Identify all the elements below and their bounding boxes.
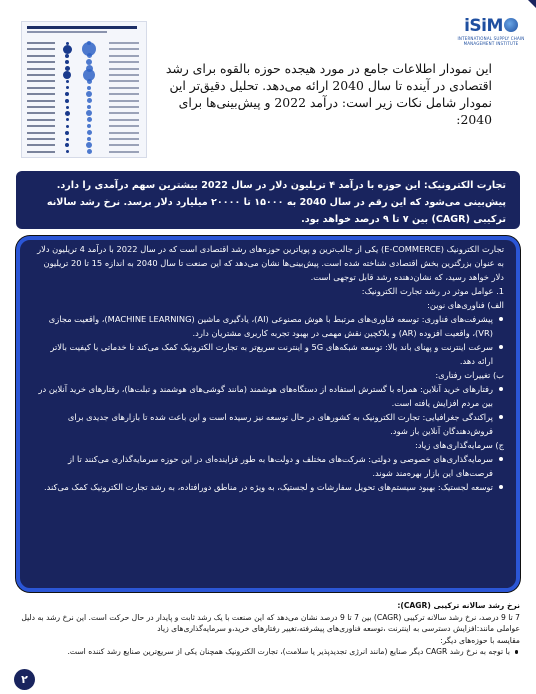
panel-intro: تجارت الکترونیک (E-COMMERCE) یکی از جالب‌ترین و پویاترین حوزه‌های رشد اقتصادی است که در سال 2022 با درآمد 4 تریلیون دلار به عنوان بزرگترین بخش اقتصادی شناخته شده است. پیش‌بینی‌ها نشان می‌دهد که این صنعت تا سال 2040 به اندازه 15 تا 20 تریلیون دلار خواهد رسید، که نشان‌دهنده رشد قابل توجهی است.: [37, 244, 504, 282]
thumb-title-bar: [27, 26, 137, 29]
thumb-bubble-2022: [66, 150, 69, 153]
list-item: پیشرفت‌های فناوری: توسعه فناوری‌های مرتبط با هوش مصنوعی (AI)، یادگیری ماشین (MACHINE LEARNING)، واقعیت مجازی (VR)، واقعیت افزوده (AR) و بلاکچین نقش مهمی در بهبود تجربه کاربری مشتریان دارد.: [34, 312, 504, 340]
footnote-text: 7 تا 9 درصد، نرخ رشد سالانه ترکیبی (CAGR) بین 7 تا 9 درصد نشان می‌دهد که این صنعت با یک رشد ثابت و پایدار در حال حرکت است. این نرخ رشد به دلیل عواملی مانند:افزایش دسترسی به اینترنت ،توسعه فناوری‌های پیشرفته،تغییر رفتارهای خرید،و سرمایه‌گذاری‌های زیاد: [21, 612, 520, 634]
thumb-row-label: [27, 151, 55, 153]
thumb-row-values: [109, 151, 139, 153]
footnote-compare-title: مقایسه با حوزه‌های دیگر:: [440, 635, 520, 645]
intro-paragraph: این نمودار اطلاعات جامع در مورد هیجده حوزه بالقوه برای رشد اقتصادی در آینده تا سال 2040 ارائه می‌دهد. تحلیل دقیق‌تر این نمودار شامل نکات زیر است: درآمد 2022 و پیش‌بینی‌ها برای 2040:: [165, 61, 492, 127]
list-item: با توجه به نرخ رشد CAGR دیگر صنایع (مانند انرژی تجدیدپذیر یا سلامت)، تجارت الکترونیک همچنان یکی از سریع‌ترین صنایع رشد کننده است.: [16, 646, 520, 658]
ecommerce-analysis-panel: [16, 236, 520, 592]
behavior-heading: ب) تغییرات رفتاری:: [435, 370, 504, 380]
investment-heading: ج) سرمایه‌گذاری‌های زیاد:: [415, 440, 504, 450]
list-item: سرعت اینترنت و پهنای باند بالا: توسعه شبکه‌های 5G و اینترنت سریع‌تر به تجارت الکترونیک کمک می‌کند تا خدماتی با کیفیت بالاتر ارائه دهد.: [34, 340, 504, 368]
list-item: توسعه لجستیک: بهبود سیستم‌های تحویل سفارشات و لجستیک، به ویژه در مناطق دورافتاده، به رشد تجارت الکترونیک کمک می‌کند.: [34, 480, 504, 494]
list-item: رفتارهای خرید آنلاین: همراه با گسترش استفاده از دستگاه‌های هوشمند (مانند گوشی‌های هوشمند و تبلت‌ها)، رفتارهای خرید آنلاین در بین مردم افزایش یافته است.: [34, 382, 504, 410]
thumb-row: [27, 147, 143, 157]
footnote-list: [16, 646, 520, 658]
list-item: پراکندگی جغرافیایی: تجارت الکترونیک به کشورهای در حال توسعه نیز رسیده است و این باعث شده تا بازارهای جدیدی برای فروش‌دهندگان آنلاین باز شود.: [34, 410, 504, 438]
page-number: ۲: [14, 669, 35, 690]
corner-accent: [528, 0, 536, 8]
investment-list: [34, 452, 504, 494]
tech-heading: الف) فناوری‌های نوین:: [427, 300, 504, 310]
thumb-subtitle-bar: [27, 31, 107, 33]
tech-list: [34, 312, 504, 368]
footnote-heading: نرخ رشد سالانه ترکیبی (CAGR):: [397, 601, 520, 610]
thumb-bubble-2040: [87, 149, 92, 154]
infographic-thumbnail: [21, 21, 147, 158]
logo-wordmark: iSiM: [456, 16, 526, 36]
ecommerce-highlight-banner: تجارت الکترونیک: این حوزه با درآمد ۴ تریلیون دلار در سال 2022 بیشترین سهم درآمدی را دارد. پیش‌بینی می‌شود که این رقم در سال 2040 به ۱۵۰۰۰ تا ۲۰۰۰۰ میلیارد دلار برسد. نرخ رشد سالانه ترکیبی (CAGR) بین ۷ تا ۹ درصد خواهد بود.: [16, 171, 520, 229]
isim-logo: [456, 16, 526, 54]
list-item: سرمایه‌گذاری‌های خصوصی و دولتی: شرکت‌های مختلف و دولت‌ها به طور فزاینده‌ای در این حوزه سرمایه‌گذاری می‌کنند تا از فرصت‌های این بازار بهره‌مند شوند.: [34, 452, 504, 480]
logo-globe-icon: [504, 18, 518, 32]
logo-tagline: INTERNATIONAL SUPPLY CHAIN MANAGEMENT INSTITUTE: [457, 36, 525, 46]
behavior-list: [34, 382, 504, 438]
cagr-footnote: [16, 600, 520, 658]
factors-title: 1. عوامل موثر در رشد تجارت الکترونیک:: [361, 286, 504, 296]
